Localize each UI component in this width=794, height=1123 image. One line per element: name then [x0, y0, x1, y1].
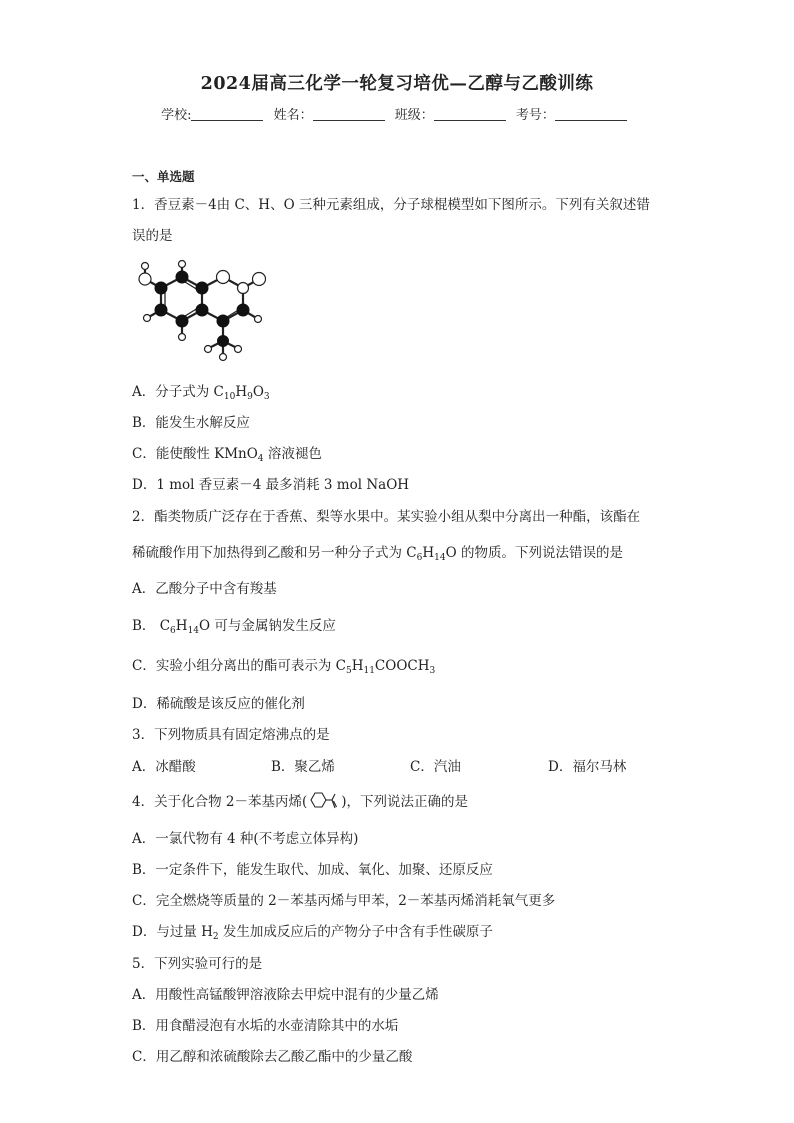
q4-stem: 4．关于化合物 2－苯基丙烯( )，下列说法正确的是 [132, 790, 468, 812]
page-title: 2024届高三化学一轮复习培优—乙醇与乙酸训练 [200, 74, 594, 94]
q3-option-b: B．聚乙烯 [271, 759, 335, 775]
name-blank [313, 107, 385, 121]
q1-option-a: A．分子式为 $C_{10}H_9O_3$ [132, 384, 270, 402]
school-label: 学校: [161, 108, 192, 123]
q1-option-d: D．1 mol 香豆素－4 最多消耗 3 mol NaOH [132, 477, 410, 493]
class-label: 班级： [394, 108, 434, 123]
q4-option-b: B．一定条件下，能发生取代、加成、氧化、加聚、还原反应 [132, 862, 493, 878]
q2-stem-line1: 2．酯类物质广泛存在于香蕉、梨等水果中。某实验小组从梨中分离出一种酯，该酯在 [132, 509, 641, 525]
molecule-ball-stick-model [132, 252, 272, 362]
phenylpropene-structure-icon [307, 790, 341, 812]
number-blank [555, 107, 627, 121]
q3-option-c: C．汽油 [410, 759, 461, 775]
q4-option-a: A．一氯代物有 4 种(不考虑立体异构) [132, 831, 359, 847]
q2-option-c: C．实验小组分离出的酯可表示为 $C_5H_{11}COOCH_3$ [132, 658, 436, 676]
q1-option-c: C．能使酸性 KMnO$_4$ 溶液褪色 [132, 446, 322, 464]
q3-option-a: A．冰醋酸 [132, 759, 196, 775]
number-label: 考号： [515, 108, 555, 123]
student-info-line [0, 104, 794, 123]
class-blank [434, 107, 506, 121]
q5-option-a: A．用酸性高锰酸钾溶液除去甲烷中混有的少量乙烯 [132, 987, 439, 1003]
q2-stem-line2: 稀硫酸作用下加热得到乙酸和另一种分子式为 $C_6H_{14}O$ 的物质。下列说法错误的是 [132, 545, 623, 563]
name-label: 姓名： [273, 108, 313, 123]
q3-stem: 3．下列物质具有固定熔沸点的是 [132, 727, 330, 743]
q4-option-d: D．与过量 $H_2$ 发生加成反应后的产物分子中含有手性碳原子 [132, 924, 493, 942]
q5-option-c: C．用乙醇和浓硫酸除去乙酸乙酯中的少量乙酸 [132, 1049, 413, 1065]
q2-option-d: D．稀硫酸是该反应的催化剂 [132, 696, 305, 712]
q2-option-a: A．乙酸分子中含有羧基 [132, 581, 277, 597]
school-blank [191, 107, 263, 121]
section-heading: 一、单选题 [132, 169, 195, 184]
q5-option-b: B．用食醋浸泡有水垢的水壶清除其中的水垢 [132, 1018, 399, 1034]
q3-option-d: D．福尔马林 [548, 759, 627, 775]
q1-option-b: B．能发生水解反应 [132, 415, 250, 431]
q2-option-b: B． $C_6H_{14}O$ 可与金属钠发生反应 [132, 618, 336, 636]
q1-stem-line1: 1．香豆素－4由 C、H、O 三种元素组成，分子球棍模型如下图所示。下列有关叙述错 [132, 197, 650, 213]
q4-option-c: C．完全燃烧等质量的 2－苯基丙烯与甲苯，2－苯基丙烯消耗氧气更多 [132, 893, 556, 909]
q5-stem: 5．下列实验可行的是 [132, 956, 263, 972]
q1-stem-line2: 误的是 [132, 228, 173, 244]
